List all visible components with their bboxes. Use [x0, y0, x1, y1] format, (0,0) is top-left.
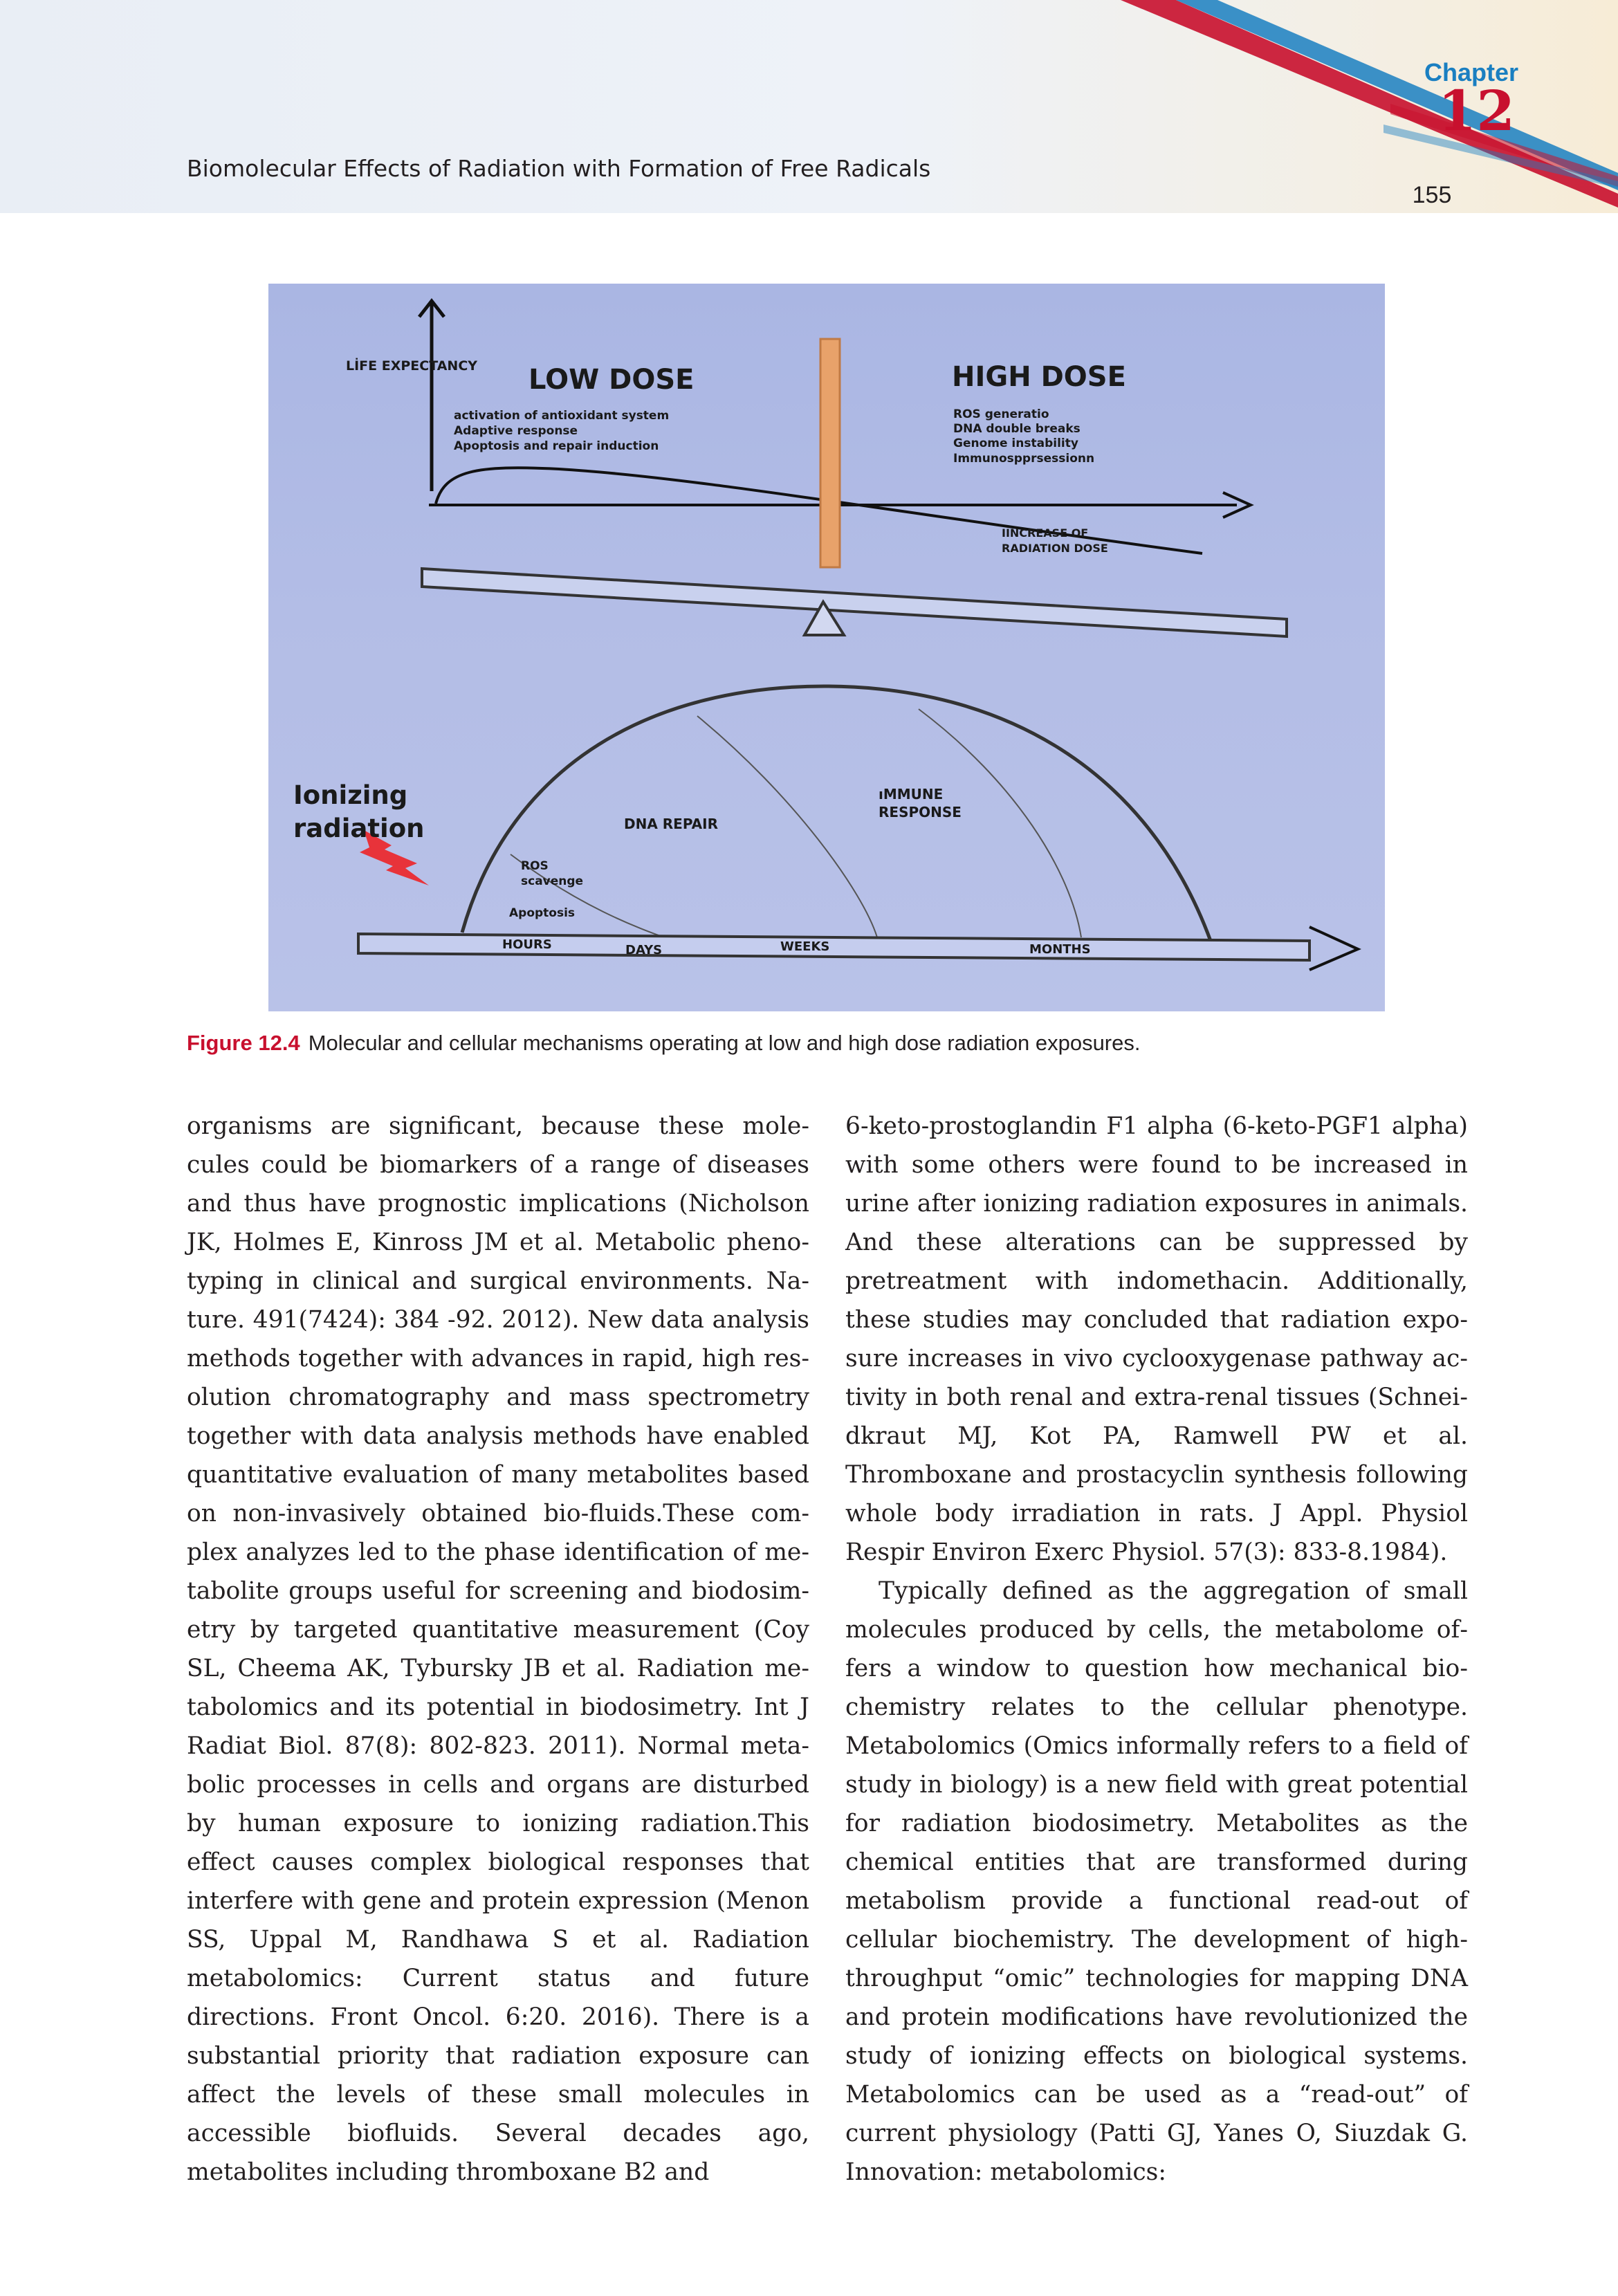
low-dose-item: Apoptosis and repair induction	[454, 439, 659, 453]
y-axis	[419, 301, 444, 491]
high-dose-label: HIGH DOSE	[952, 361, 1126, 393]
life-expectancy-label: LİFE EXPECTANCY	[346, 358, 478, 374]
page-number: 155	[1412, 182, 1452, 208]
figure-caption-text: Molecular and cellular mechanisms operating at low and high dose radiation exposures.	[308, 1031, 1141, 1055]
figure-caption	[187, 1031, 1467, 1056]
ionizing-radiation-label: radiation	[293, 814, 425, 843]
response-arch	[462, 686, 1211, 941]
low-dose-item: Adaptive response	[454, 424, 578, 438]
apoptosis-label: Apoptosis	[509, 906, 576, 920]
low-dose-label: LOW DOSE	[528, 364, 695, 396]
body-column-left	[187, 1107, 809, 2192]
balance-beam	[422, 569, 1287, 636]
paragraph: Typically defined as the aggregation of small molecules produced by cells, the metabolome offers a window to question how mechanical biochemistry relates to the cellular phenotype. Metabolomics (Omics informally refers to a field of study in biology) is a new field with great potential for radiation biodosimetry. Metabolites as the chemical entities that are transformed during metabolism provide a functional read-out of cellular biochemistry. The development of high-throughput “omic” technologies for mapping DNA and protein modifications have revolutionized the study of ionizing effects on biological systems. Metabolomics can be used as a “read-out” of current physiology (Patti GJ, Yanes O, Siuzdak G. Innovation: metabolomics:	[845, 1577, 1468, 2186]
ionizing-radiation-label: Ionizing	[293, 780, 408, 810]
figure-12-4	[268, 284, 1385, 1011]
ros-label: scavenge	[521, 874, 584, 888]
figure-drawing	[268, 284, 1385, 1011]
running-title: Biomolecular Effects of Radiation with Formation of Free Radicals	[187, 155, 931, 182]
timeline-bar	[358, 934, 1309, 960]
high-dose-item: ROS generatio	[953, 407, 1049, 421]
paragraph: organisms are significant, because these molecules could be biomarkers of a range of diseases and thus have prognostic implications (Nicholson JK, Holmes E, Kinross JM et al. Metabolic phenotyping in clinical and surgical environments. Nature. 491(7424): 384 -92. 2012). New data analysis methods together with advances in rapid, high resolution chromatography and mass spectrometry together with data analysis methods have enabled quantitative evaluation of many metabolites based on non-invasively obtained bio-fluids.These complex analyzes led to the phase identification of metabolite groups useful for screening and biodosimetry by targeted quantitative measurement (Coy SL, Cheema AK, Tybursky JB et al. Radiation metabolomics and its potential in biodosimetry. Int J Radiat Biol. 87(8): 802-823. 2011). Normal metabolic processes in cells and organs are disturbed by human exposure to ionizing radiation.This effect causes complex biological responses that interfere with gene and protein expression (Menon SS, Uppal M, Randhawa S et al. Radiation metabolomics: Current status and future directions. Front Oncol. 6:20. 2016). There is a substantial priority that radiation exposure can affect the levels of these small molecules in accessible biofluids. Several decades ago, metabolites including thromboxane B2 and	[187, 1112, 809, 2186]
high-dose-item: DNA double breaks	[953, 422, 1081, 436]
high-dose-item: Genome instability	[953, 437, 1078, 450]
high-dose-item: Immunospprsessionn	[953, 452, 1095, 466]
dna-repair-label: DNA REPAIR	[624, 816, 718, 832]
figure-caption-label: Figure 12.4	[187, 1031, 300, 1055]
timeline-label: MONTHS	[1029, 942, 1091, 957]
increase-dose-label: RADIATION DOSE	[1002, 542, 1108, 555]
dose-threshold-bar	[820, 339, 840, 567]
ros-label: ROS	[521, 859, 549, 873]
life-expectancy-curve	[436, 468, 1202, 553]
timeline-label: WEEKS	[780, 939, 830, 954]
chapter-label: Chapter	[1424, 58, 1518, 86]
increase-dose-label: IINCREASE OF	[1002, 526, 1089, 540]
immune-response-label: RESPONSE	[879, 804, 962, 820]
low-dose-item: activation of antioxidant system	[454, 409, 670, 423]
timeline-label: DAYS	[625, 943, 663, 957]
timeline-label: HOURS	[502, 937, 552, 952]
paragraph: 6-keto-prostoglandin F1 alpha (6-keto-PGF1 alpha) with some others were found to be increased in urine after ionizing radiation exposures in animals. And these alterations can be suppressed by pretreatment with indomethacin. Additionally, these studies may concluded that radiation exposure increases in vivo cyclooxygenase pathway activity in both renal and extra-renal tissues (Schneidkraut MJ, Kot PA, Ramwell PW et al. Thromboxane and prostacyclin synthesis following whole body irradiation in rats. J Appl. Physiol Respir Environ Exerc Physiol. 57(3): 833-8.1984).	[845, 1112, 1468, 1566]
chapter-number: 12	[1437, 78, 1515, 143]
body-column-right	[845, 1107, 1468, 2192]
timeline-arrow	[1309, 927, 1358, 970]
page-header	[0, 0, 1618, 213]
immune-response-label: ıMMUNE	[879, 786, 944, 802]
